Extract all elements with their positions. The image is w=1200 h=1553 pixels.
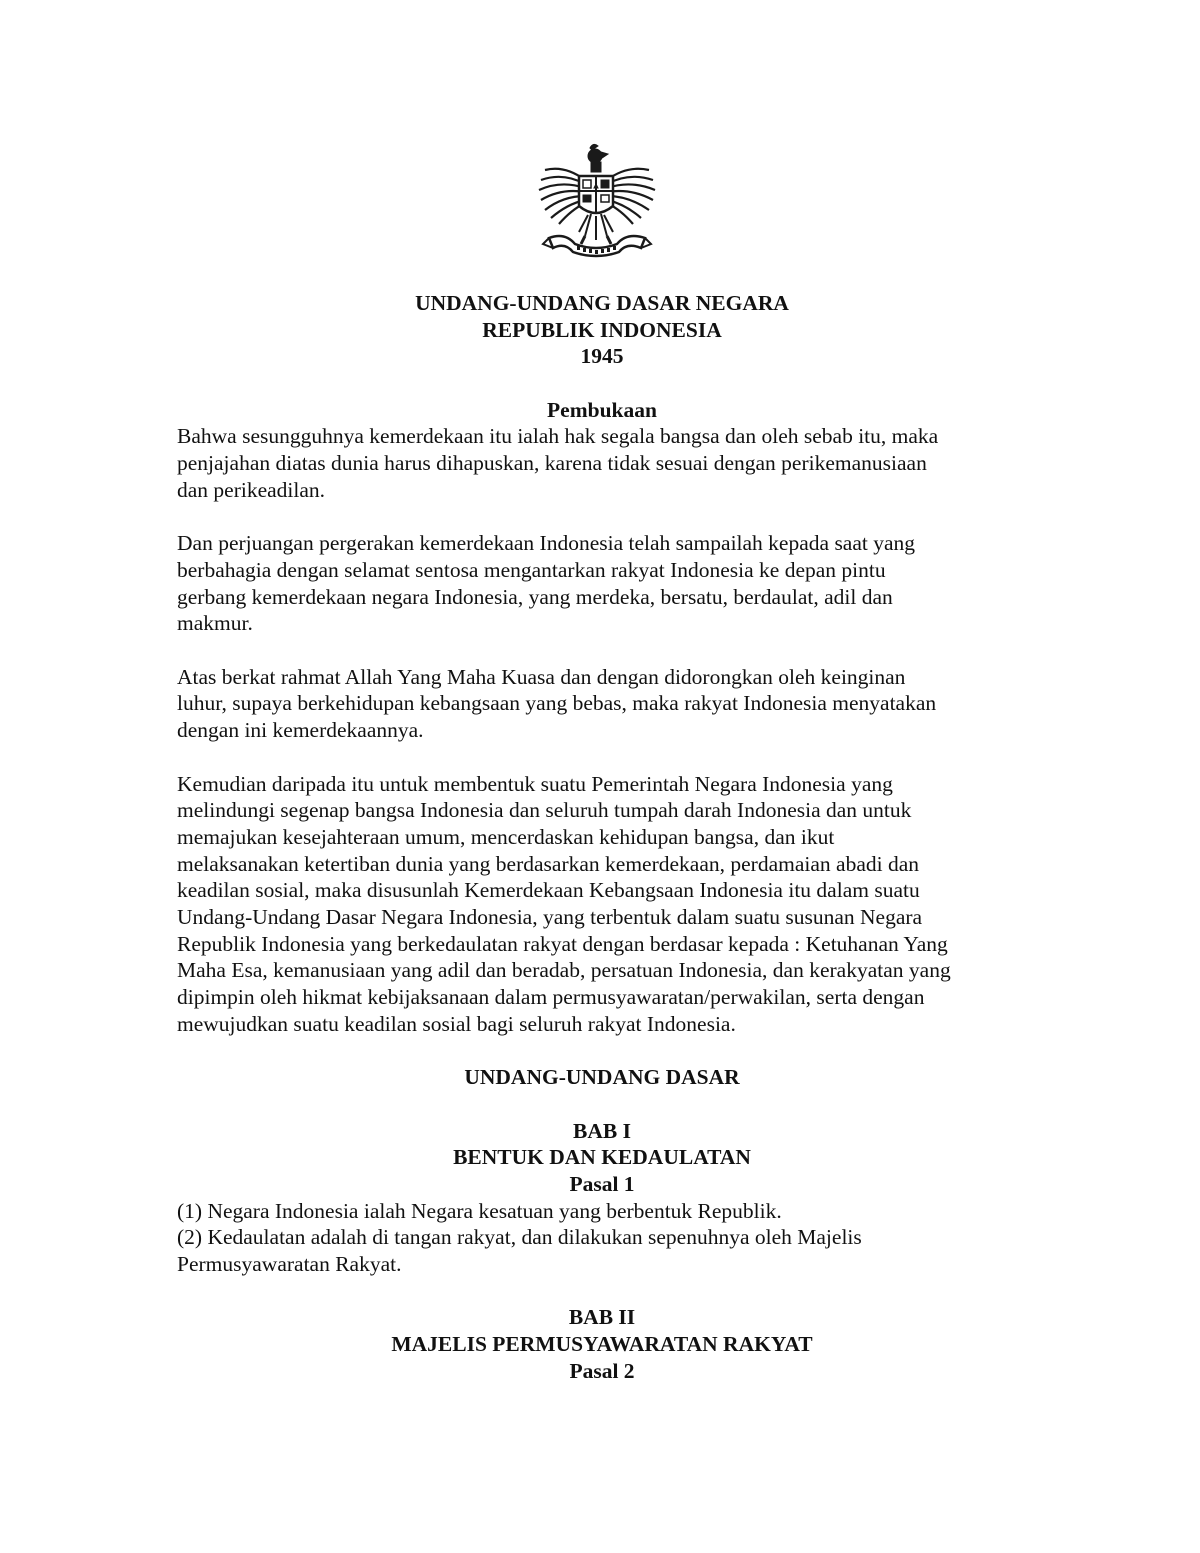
preamble-paragraph	[177, 530, 1027, 637]
title-line-2: REPUBLIK INDONESIA	[482, 317, 722, 342]
title-year: 1945	[580, 344, 624, 369]
paragraph-line: makmur.	[177, 611, 253, 636]
constitution-heading: UNDANG-UNDANG DASAR	[464, 1065, 740, 1090]
document-body	[177, 290, 1027, 1385]
chapter-1-number: BAB I	[573, 1118, 631, 1143]
paragraph-line: melindungi segenap bangsa Indonesia dan seluruh tumpah darah Indonesia dan untuk	[177, 798, 912, 823]
garuda-emblem-icon	[535, 140, 660, 265]
paragraph-line: Dan perjuangan pergerakan kemerdekaan Indonesia telah sampailah kepada saat yang	[177, 531, 916, 556]
paragraph-line: penjajahan diatas dunia harus dihapuskan, karena tidak sesuai dengan perikemanusiaan	[177, 451, 927, 476]
paragraph-line: Kemudian daripada itu untuk membentuk suatu Pemerintah Negara Indonesia yang	[177, 771, 893, 796]
paragraph-line: gerbang kemerdekaan negara Indonesia, yang merdeka, bersatu, berdaulat, adil dan	[177, 584, 893, 609]
paragraph-line: melaksanakan ketertiban dunia yang berdasarkan kemerdekaan, perdamaian abadi dan	[177, 851, 920, 876]
paragraph-line: Bahwa sesungguhnya kemerdekaan itu ialah hak segala bangsa dan oleh sebab itu, maka	[177, 424, 939, 449]
title-line-1: UNDANG-UNDANG DASAR NEGARA	[415, 291, 789, 315]
preamble-paragraph	[177, 664, 1027, 744]
paragraph-line: Maha Esa, kemanusiaan yang adil dan beradab, persatuan Indonesia, dan kerakyatan yang	[177, 958, 951, 983]
paragraph-line: dan perikeadilan.	[177, 477, 326, 502]
paragraph-line: Undang-Undang Dasar Negara Indonesia, yang terbentuk dalam suatu susunan Negara	[177, 905, 923, 930]
paragraph-line: memajukan kesejahteraan umum, mencerdaskan kehidupan bangsa, dan ikut	[177, 824, 835, 849]
chapter-1-title: BENTUK DAN KEDAULATAN	[453, 1145, 751, 1170]
paragraph-line: keadilan sosial, maka disusunlah Kemerdekaan Kebangsaan Indonesia itu dalam suatu	[177, 878, 920, 903]
document-title	[177, 290, 1027, 370]
article-line: (2) Kedaulatan adalah di tangan rakyat, dan dilakukan sepenuhnya oleh Majelis	[177, 1225, 862, 1250]
preamble-heading: Pembukaan	[547, 397, 657, 422]
paragraph-line: dengan ini kemerdekaannya.	[177, 718, 424, 743]
article-line: (1) Negara Indonesia ialah Negara kesatuan yang berbentuk Republik.	[177, 1198, 782, 1223]
preamble-paragraph	[177, 423, 1027, 503]
paragraph-line: berbahagia dengan selamat sentosa mengantarkan rakyat Indonesia ke depan pintu	[177, 557, 886, 582]
chapter-2-number: BAB II	[568, 1305, 636, 1330]
paragraph-line: dipimpin oleh hikmat kebijaksanaan dalam permusyawaratan/perwakilan, serta dengan	[177, 985, 925, 1010]
preamble-paragraph	[177, 771, 1027, 1038]
chapter-2-pasal: Pasal 2	[569, 1358, 635, 1383]
chapter-1-articles	[177, 1198, 1027, 1278]
paragraph-line: Republik Indonesia yang berkedaulatan rakyat dengan berdasar kepada : Ketuhanan Yang	[177, 931, 948, 956]
paragraph-line: luhur, supaya berkehidupan kebangsaan yang bebas, maka rakyat Indonesia menyatakan	[177, 691, 937, 716]
paragraph-line: mewujudkan suatu keadilan sosial bagi seluruh rakyat Indonesia.	[177, 1011, 736, 1036]
article-line: Permusyawaratan Rakyat.	[177, 1252, 402, 1277]
chapter-1-pasal: Pasal 1	[569, 1172, 635, 1196]
chapter-2-title: MAJELIS PERMUSYAWARATAN RAKYAT	[391, 1332, 813, 1357]
paragraph-line: Atas berkat rahmat Allah Yang Maha Kuasa dan dengan didorongkan oleh keinginan	[177, 664, 906, 689]
